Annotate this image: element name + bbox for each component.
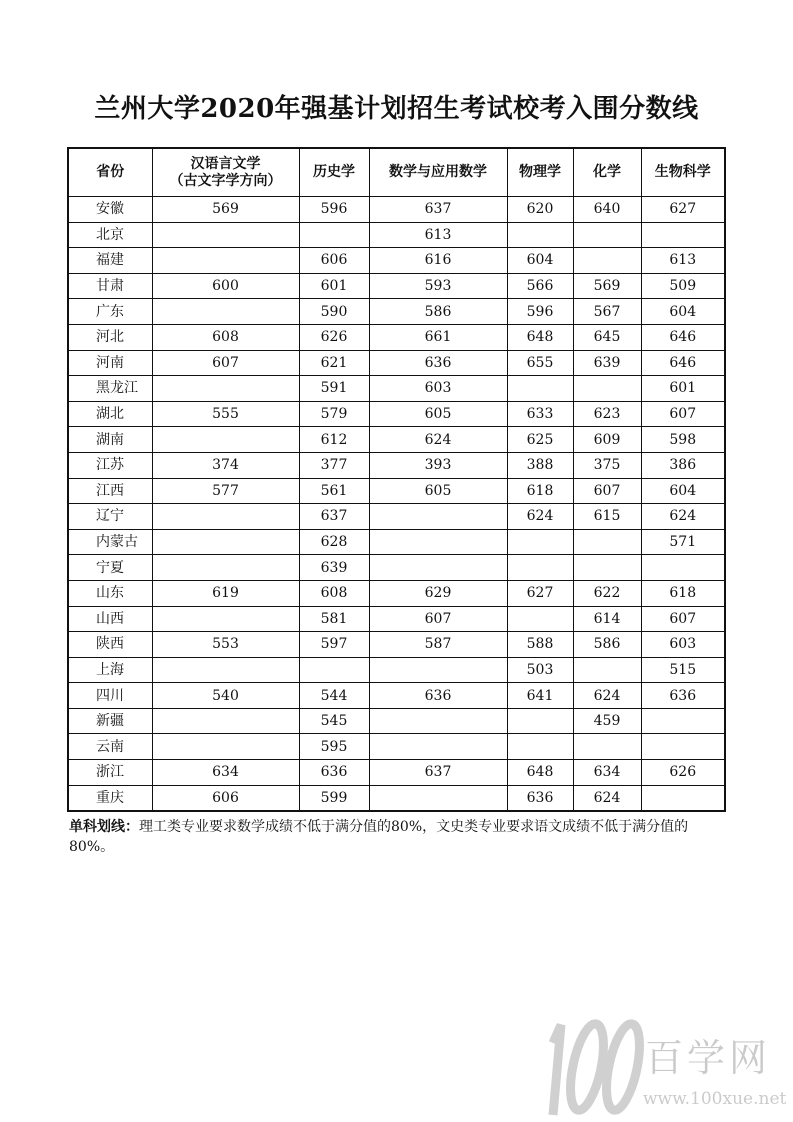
cell-physics bbox=[507, 376, 573, 402]
cell-physics bbox=[507, 606, 573, 632]
watermark-url: www.100xue.net bbox=[643, 1089, 787, 1109]
cell-biology: 626 bbox=[641, 760, 725, 786]
cell-chemistry: 586 bbox=[573, 632, 641, 658]
cell-chinese-literature bbox=[152, 529, 299, 555]
cell-mathematics: 616 bbox=[369, 248, 507, 274]
cell-physics bbox=[507, 529, 573, 555]
table-row bbox=[68, 504, 725, 530]
cell-province: 甘肃 bbox=[68, 273, 152, 299]
table-row bbox=[68, 708, 725, 734]
table-body bbox=[68, 197, 725, 812]
watermark-text: 百学网 bbox=[645, 1036, 772, 1080]
header-mathematics: 数学与应用数学 bbox=[369, 148, 507, 197]
cell-province: 河南 bbox=[68, 350, 152, 376]
cell-mathematics bbox=[369, 657, 507, 683]
cell-province: 河北 bbox=[68, 324, 152, 350]
cell-physics: 618 bbox=[507, 478, 573, 504]
table-row bbox=[68, 606, 725, 632]
cell-history: 590 bbox=[299, 299, 369, 325]
cell-chinese-literature bbox=[152, 222, 299, 248]
cell-history: 377 bbox=[299, 452, 369, 478]
cell-history bbox=[299, 657, 369, 683]
header-chemistry: 化学 bbox=[573, 148, 641, 197]
cell-biology: 386 bbox=[641, 452, 725, 478]
cell-mathematics bbox=[369, 785, 507, 811]
cell-mathematics: 636 bbox=[369, 683, 507, 709]
cell-biology bbox=[641, 734, 725, 760]
cell-chemistry: 640 bbox=[573, 197, 641, 223]
cell-physics: 633 bbox=[507, 401, 573, 427]
cell-chinese-literature: 540 bbox=[152, 683, 299, 709]
cell-province: 陕西 bbox=[68, 632, 152, 658]
cell-chinese-literature bbox=[152, 734, 299, 760]
cell-physics: 624 bbox=[507, 504, 573, 530]
cell-physics bbox=[507, 734, 573, 760]
cell-mathematics: 661 bbox=[369, 324, 507, 350]
cell-chinese-literature bbox=[152, 427, 299, 453]
table-row bbox=[68, 529, 725, 555]
cell-physics bbox=[507, 222, 573, 248]
cell-biology: 646 bbox=[641, 324, 725, 350]
cell-biology: 604 bbox=[641, 478, 725, 504]
cell-history: 601 bbox=[299, 273, 369, 299]
cell-physics: 627 bbox=[507, 580, 573, 606]
cell-physics: 503 bbox=[507, 657, 573, 683]
cell-province: 湖北 bbox=[68, 401, 152, 427]
cell-biology: 598 bbox=[641, 427, 725, 453]
cell-mathematics: 613 bbox=[369, 222, 507, 248]
cell-mathematics: 593 bbox=[369, 273, 507, 299]
cell-province: 辽宁 bbox=[68, 504, 152, 530]
cell-history: 561 bbox=[299, 478, 369, 504]
cell-chemistry bbox=[573, 734, 641, 760]
cell-mathematics: 629 bbox=[369, 580, 507, 606]
cell-chinese-literature: 577 bbox=[152, 478, 299, 504]
cell-biology bbox=[641, 708, 725, 734]
cell-biology: 515 bbox=[641, 657, 725, 683]
cell-chinese-literature bbox=[152, 504, 299, 530]
cell-biology bbox=[641, 785, 725, 811]
header-biology: 生物科学 bbox=[641, 148, 725, 197]
cell-history: 608 bbox=[299, 580, 369, 606]
cell-biology: 627 bbox=[641, 197, 725, 223]
cell-chemistry: 623 bbox=[573, 401, 641, 427]
cell-province: 广东 bbox=[68, 299, 152, 325]
watermark-logo-number bbox=[535, 1005, 645, 1122]
table-header-row bbox=[68, 148, 725, 197]
cell-chemistry: 624 bbox=[573, 785, 641, 811]
cell-physics: 588 bbox=[507, 632, 573, 658]
cell-chemistry: 375 bbox=[573, 452, 641, 478]
table-row bbox=[68, 248, 725, 274]
cell-province: 新疆 bbox=[68, 708, 152, 734]
cell-biology: 571 bbox=[641, 529, 725, 555]
cell-mathematics: 607 bbox=[369, 606, 507, 632]
cell-mathematics: 637 bbox=[369, 760, 507, 786]
cell-province: 宁夏 bbox=[68, 555, 152, 581]
cell-chemistry: 459 bbox=[573, 708, 641, 734]
cell-history: 545 bbox=[299, 708, 369, 734]
table-row bbox=[68, 376, 725, 402]
cell-history: 544 bbox=[299, 683, 369, 709]
cell-mathematics: 586 bbox=[369, 299, 507, 325]
cell-history: 596 bbox=[299, 197, 369, 223]
table-row bbox=[68, 555, 725, 581]
cell-history: 581 bbox=[299, 606, 369, 632]
cell-chinese-literature: 607 bbox=[152, 350, 299, 376]
cell-chemistry bbox=[573, 222, 641, 248]
cell-biology bbox=[641, 222, 725, 248]
cell-chinese-literature bbox=[152, 606, 299, 632]
cell-biology: 601 bbox=[641, 376, 725, 402]
cell-chinese-literature: 634 bbox=[152, 760, 299, 786]
cell-history: 612 bbox=[299, 427, 369, 453]
cell-chemistry bbox=[573, 529, 641, 555]
cell-chinese-literature bbox=[152, 248, 299, 274]
table-row bbox=[68, 580, 725, 606]
cell-province: 四川 bbox=[68, 683, 152, 709]
cell-chinese-literature: 619 bbox=[152, 580, 299, 606]
cell-province: 江西 bbox=[68, 478, 152, 504]
cell-chinese-literature bbox=[152, 299, 299, 325]
table-row bbox=[68, 683, 725, 709]
table-row bbox=[68, 657, 725, 683]
cell-mathematics bbox=[369, 529, 507, 555]
cell-chinese-literature: 374 bbox=[152, 452, 299, 478]
watermark bbox=[535, 1005, 793, 1122]
cell-chemistry: 622 bbox=[573, 580, 641, 606]
cell-physics: 604 bbox=[507, 248, 573, 274]
cell-biology bbox=[641, 555, 725, 581]
table-row bbox=[68, 197, 725, 223]
cell-biology: 618 bbox=[641, 580, 725, 606]
document-title: 兰州大学2020年强基计划招生考试校考入围分数线 bbox=[94, 94, 699, 124]
cell-province: 北京 bbox=[68, 222, 152, 248]
cell-physics: 636 bbox=[507, 785, 573, 811]
table-row bbox=[68, 324, 725, 350]
cell-province: 福建 bbox=[68, 248, 152, 274]
cell-chemistry: 634 bbox=[573, 760, 641, 786]
cell-physics: 641 bbox=[507, 683, 573, 709]
cell-history: 606 bbox=[299, 248, 369, 274]
table-row bbox=[68, 734, 725, 760]
cell-physics: 655 bbox=[507, 350, 573, 376]
score-table bbox=[67, 147, 726, 812]
cell-history: 637 bbox=[299, 504, 369, 530]
cell-chemistry: 624 bbox=[573, 683, 641, 709]
cell-chemistry: 639 bbox=[573, 350, 641, 376]
cell-chemistry: 615 bbox=[573, 504, 641, 530]
cell-biology: 646 bbox=[641, 350, 725, 376]
cell-province: 内蒙古 bbox=[68, 529, 152, 555]
table-row bbox=[68, 478, 725, 504]
cell-mathematics bbox=[369, 555, 507, 581]
cell-chemistry bbox=[573, 248, 641, 274]
cell-chinese-literature: 569 bbox=[152, 197, 299, 223]
cell-province: 湖南 bbox=[68, 427, 152, 453]
cell-chemistry: 645 bbox=[573, 324, 641, 350]
cell-physics bbox=[507, 555, 573, 581]
cell-chinese-literature bbox=[152, 376, 299, 402]
cell-biology: 607 bbox=[641, 606, 725, 632]
cell-province: 云南 bbox=[68, 734, 152, 760]
cell-province: 安徽 bbox=[68, 197, 152, 223]
header-physics: 物理学 bbox=[507, 148, 573, 197]
cell-history: 636 bbox=[299, 760, 369, 786]
cell-province: 浙江 bbox=[68, 760, 152, 786]
table-row bbox=[68, 350, 725, 376]
header-chinese-literature-line1: 汉语言文学 bbox=[190, 155, 261, 172]
header-history: 历史学 bbox=[299, 148, 369, 197]
cell-history: 595 bbox=[299, 734, 369, 760]
header-chinese-literature bbox=[152, 148, 299, 197]
cell-history: 628 bbox=[299, 529, 369, 555]
table-row bbox=[68, 273, 725, 299]
cell-chemistry bbox=[573, 657, 641, 683]
cell-mathematics bbox=[369, 504, 507, 530]
cell-mathematics: 605 bbox=[369, 401, 507, 427]
cell-biology: 509 bbox=[641, 273, 725, 299]
cell-chemistry: 609 bbox=[573, 427, 641, 453]
cell-history: 599 bbox=[299, 785, 369, 811]
table-row bbox=[68, 222, 725, 248]
cell-province: 上海 bbox=[68, 657, 152, 683]
subject-cutoff-note bbox=[69, 817, 719, 857]
cell-chemistry: 614 bbox=[573, 606, 641, 632]
cell-province: 江苏 bbox=[68, 452, 152, 478]
cell-history bbox=[299, 222, 369, 248]
cell-biology: 636 bbox=[641, 683, 725, 709]
table-row bbox=[68, 785, 725, 811]
cell-chemistry: 569 bbox=[573, 273, 641, 299]
cell-mathematics: 605 bbox=[369, 478, 507, 504]
cell-chinese-literature bbox=[152, 555, 299, 581]
cell-chinese-literature bbox=[152, 708, 299, 734]
cell-physics: 648 bbox=[507, 324, 573, 350]
cell-province: 山西 bbox=[68, 606, 152, 632]
cell-biology: 624 bbox=[641, 504, 725, 530]
cell-physics: 648 bbox=[507, 760, 573, 786]
table-row bbox=[68, 632, 725, 658]
cell-province: 重庆 bbox=[68, 785, 152, 811]
cell-physics: 625 bbox=[507, 427, 573, 453]
cell-biology: 604 bbox=[641, 299, 725, 325]
cell-chinese-literature: 608 bbox=[152, 324, 299, 350]
cell-mathematics: 624 bbox=[369, 427, 507, 453]
cell-physics: 566 bbox=[507, 273, 573, 299]
cell-chinese-literature: 553 bbox=[152, 632, 299, 658]
cell-chemistry bbox=[573, 555, 641, 581]
cell-physics: 596 bbox=[507, 299, 573, 325]
table-row bbox=[68, 401, 725, 427]
cell-history: 591 bbox=[299, 376, 369, 402]
table-row bbox=[68, 299, 725, 325]
cell-chemistry: 607 bbox=[573, 478, 641, 504]
table-row bbox=[68, 452, 725, 478]
cell-chinese-literature bbox=[152, 657, 299, 683]
cell-mathematics: 636 bbox=[369, 350, 507, 376]
cell-biology: 607 bbox=[641, 401, 725, 427]
cell-mathematics: 393 bbox=[369, 452, 507, 478]
note-label: 单科划线： bbox=[69, 819, 139, 835]
cell-mathematics: 637 bbox=[369, 197, 507, 223]
cell-chinese-literature: 600 bbox=[152, 273, 299, 299]
header-chinese-literature-line2: （古文字学方向） bbox=[169, 172, 282, 189]
cell-province: 黑龙江 bbox=[68, 376, 152, 402]
table-row bbox=[68, 427, 725, 453]
cell-history: 639 bbox=[299, 555, 369, 581]
cell-mathematics: 587 bbox=[369, 632, 507, 658]
cell-mathematics bbox=[369, 734, 507, 760]
table-row bbox=[68, 760, 725, 786]
cell-chinese-literature: 555 bbox=[152, 401, 299, 427]
cell-physics bbox=[507, 708, 573, 734]
cell-mathematics: 603 bbox=[369, 376, 507, 402]
cell-chinese-literature: 606 bbox=[152, 785, 299, 811]
cell-chemistry bbox=[573, 376, 641, 402]
header-province: 省份 bbox=[68, 148, 152, 197]
cell-biology: 603 bbox=[641, 632, 725, 658]
cell-physics: 388 bbox=[507, 452, 573, 478]
cell-chemistry: 567 bbox=[573, 299, 641, 325]
note-text: 理工类专业要求数学成绩不低于满分值的80%，文史类专业要求语文成绩不低于满分值的80%。 bbox=[69, 819, 689, 855]
cell-history: 621 bbox=[299, 350, 369, 376]
cell-physics: 620 bbox=[507, 197, 573, 223]
cell-history: 597 bbox=[299, 632, 369, 658]
cell-history: 579 bbox=[299, 401, 369, 427]
cell-province: 山东 bbox=[68, 580, 152, 606]
cell-mathematics bbox=[369, 708, 507, 734]
cell-biology: 613 bbox=[641, 248, 725, 274]
cell-history: 626 bbox=[299, 324, 369, 350]
